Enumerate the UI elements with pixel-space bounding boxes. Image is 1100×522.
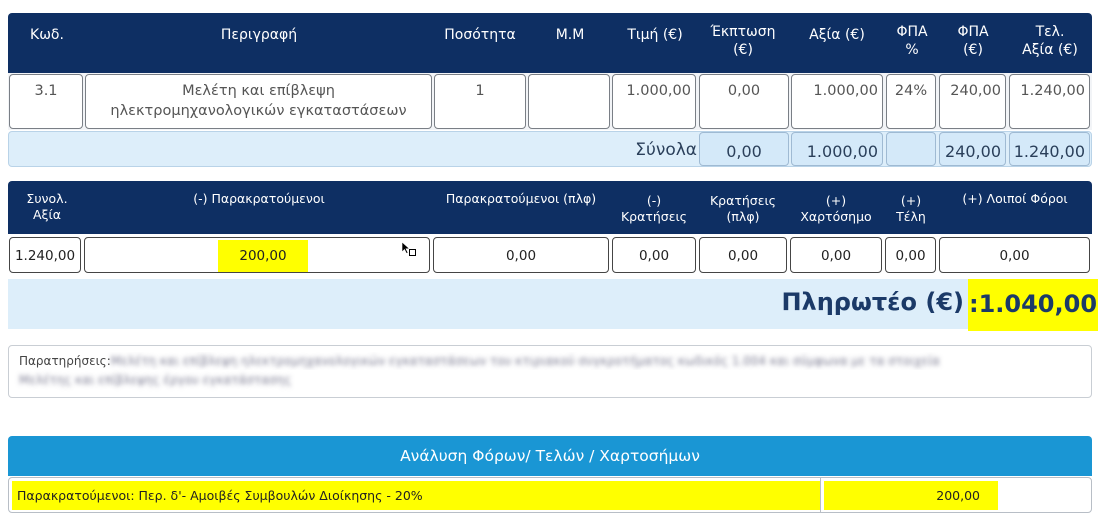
tax-analysis-title: Ανάλυση Φόρων/ Τελών / Χαρτοσήμων: [400, 447, 700, 465]
deduction-deductions-field[interactable]: 0,00: [612, 237, 696, 273]
deduction-deductions-plf-field[interactable]: 0,00: [699, 237, 787, 273]
col-header-vat-pct: ΦΠΑ %: [896, 24, 928, 58]
totals-value: 1.000,00: [791, 132, 883, 166]
item-description-field[interactable]: [85, 74, 432, 129]
payable-label: Πληρωτέο (€): [781, 288, 964, 316]
col-header-withheld: (-) Παρακρατούμενοι: [193, 191, 325, 206]
col-header-final-value: Τελ. Αξία (€): [1022, 24, 1078, 58]
deduction-withheld-field[interactable]: [84, 237, 430, 273]
col-header-withheld-plf: Παρακρατούμενοι (πλφ): [445, 191, 597, 206]
item-code-field[interactable]: 3.1: [9, 74, 83, 129]
col-header-value: Αξία (€): [809, 27, 865, 43]
tax-analysis-header: [8, 436, 1092, 476]
item-vat-amt-field[interactable]: 240,00: [939, 74, 1006, 129]
totals-label: Σύνολα: [635, 140, 697, 160]
totals-vat-amt: 240,00: [939, 132, 1006, 166]
deduction-other-taxes-field[interactable]: 0,00: [939, 237, 1090, 273]
item-description-line-1: Μελέτη και επίβλεψη: [182, 83, 335, 99]
col-header-discount: Έκπτωση (€): [710, 24, 776, 58]
col-header-code: Κωδ.: [30, 27, 64, 43]
col-header-fees: (+) Τέλη: [896, 193, 926, 224]
deductions-table-header: [8, 181, 1092, 234]
notes-text-line-2: Μελέτης και επίβλεψης έργου εγκατάστασης: [19, 373, 292, 387]
col-header-deductions-plf: Κρατήσεις (πλφ): [709, 193, 777, 224]
col-header-other-taxes: (+) Λοιποί Φόροι: [962, 191, 1068, 206]
item-discount-field[interactable]: 0,00: [699, 74, 789, 129]
tax-analysis-row-value: 200,00: [824, 481, 998, 510]
col-header-vat-amt: ΦΠΑ (€): [957, 24, 989, 58]
deduction-total-value-field[interactable]: 1.240,00: [9, 237, 81, 273]
notes-text-line-1: Μελέτη και επίβλεψη ηλεκτρομηχανολογικών εγκαταστάσεων του κτιριακού συγκροτήματος κωδικός 1.004 και σύμφωνα με τα στοιχεία: [110, 354, 940, 368]
notes-label: Παρατηρήσεις:: [19, 354, 111, 368]
totals-final-value: 1.240,00: [1009, 132, 1090, 166]
notes-field[interactable]: [8, 345, 1092, 398]
item-vat-pct-field[interactable]: 24%: [886, 74, 936, 129]
col-header-stamp-duty: (+) Χαρτόσημο: [800, 193, 872, 224]
payable-amount: :1.040,00: [968, 279, 1098, 331]
item-value-field[interactable]: 1.000,00: [791, 74, 883, 129]
item-unit-field[interactable]: [528, 74, 610, 129]
deduction-stamp-field[interactable]: 0,00: [790, 237, 882, 273]
totals-vat-pct: [886, 132, 936, 166]
withheld-highlight: 200,00: [218, 240, 308, 272]
item-price-field[interactable]: 1.000,00: [612, 74, 696, 129]
cursor-icon: [401, 241, 417, 257]
item-description-line-2: ηλεκτρομηχανολογικών εγκαταστάσεων: [110, 103, 407, 119]
tax-analysis-divider: [820, 478, 821, 512]
deduction-fees-field[interactable]: 0,00: [885, 237, 936, 273]
col-header-deductions: (-) Κρατήσεις: [620, 193, 688, 224]
col-header-price: Τιμή (€): [627, 27, 683, 43]
item-quantity-field[interactable]: 1: [434, 74, 526, 129]
payable-bar: [8, 279, 1098, 329]
item-final-value-field[interactable]: 1.240,00: [1009, 74, 1090, 129]
totals-discount: 0,00: [699, 132, 789, 166]
tax-analysis-row-label: Παρακρατούμενοι: Περ. δ'- Αμοιβές Συμβουλών Διοίκησης - 20%: [12, 481, 820, 510]
col-header-quantity: Ποσότητα: [444, 27, 516, 43]
col-header-description: Περιγραφή: [220, 27, 298, 43]
col-header-unit: Μ.Μ: [555, 27, 585, 43]
tax-analysis-row: [8, 477, 1092, 513]
items-table-header: [8, 13, 1092, 73]
deduction-withheld-plf-field[interactable]: 0,00: [433, 237, 609, 273]
col-header-total-value: Συνολ. Αξία: [26, 191, 68, 222]
